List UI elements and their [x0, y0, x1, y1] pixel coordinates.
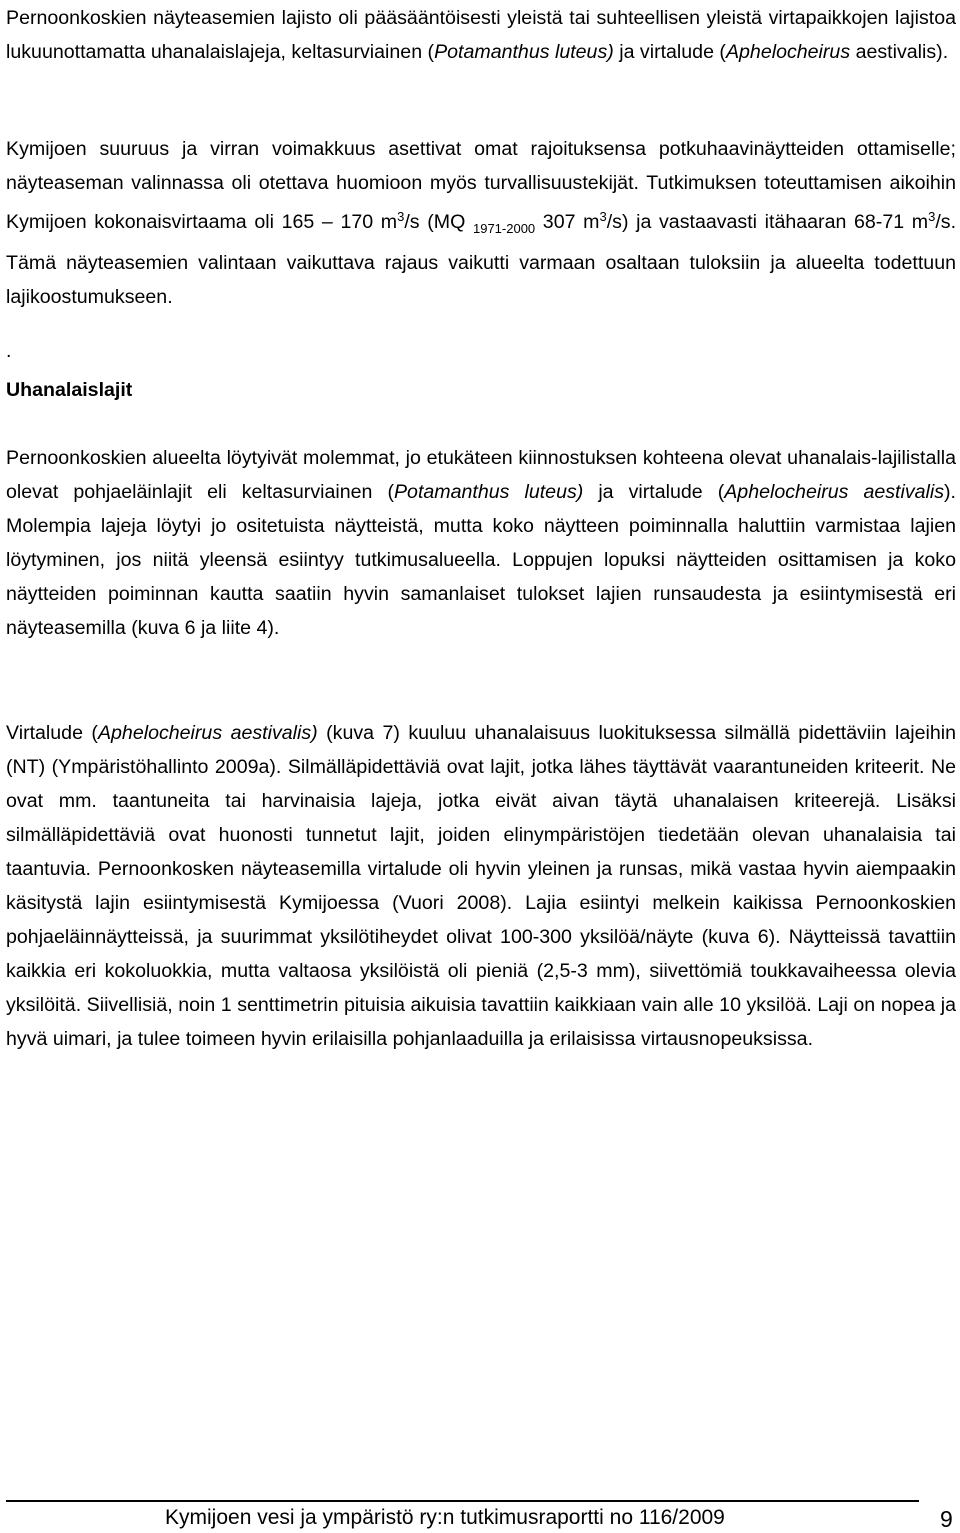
text-span: Pernoonkoskien näyteasemien lajisto oli pääsääntöisesti yleistä tai suhteellisen yleistä virtapaikkojen lajistoa lukuunottamatta uhanalaislajeja, keltasurviainen ( [6, 7, 956, 63]
species-name-italic: Aphelocheirus [725, 41, 851, 63]
superscript: 3 [928, 209, 936, 224]
text-span: /s (MQ [404, 211, 473, 233]
text-span: ja virtalude ( [583, 481, 725, 503]
text-span: aestivalis). [850, 41, 949, 63]
species-name-italic: Potamanthus luteus) [434, 41, 614, 63]
section-heading: Uhanalaislajit [6, 379, 133, 401]
paragraph-intro [6, 1, 956, 69]
text-span: 307 m [535, 211, 600, 233]
page-number: 9 [940, 1506, 953, 1532]
species-name-italic: Aphelocheirus aestivalis) [97, 722, 318, 744]
paragraph-threatened-species [6, 441, 956, 645]
text-span: Kymijoen suuruus ja virran voimakkuus asettivat omat rajoituksensa potkuhaavinäytteiden ottamiselle; näyteaseman valinnassa oli otettava huomioon myös turvallisuustekijät. Tutkimuksen toteuttamisen aikoihin Kymijoen kokonaisvirtaama oli 165 – 170 m [6, 138, 956, 233]
superscript: 3 [599, 209, 607, 224]
footer-report-title: Kymijoen vesi ja ympäristö ry:n tutkimusraportti no 116/2009 [165, 1506, 725, 1529]
text-span: Virtalude ( [6, 722, 98, 744]
subscript: 1971-2000 [472, 221, 536, 236]
text-span: /s) ja vastaavasti itähaaran 68-71 m [606, 211, 929, 233]
footer-divider [6, 1500, 919, 1502]
text-span: ). Molempia lajeja löytyi jo ositetuista näytteistä, mutta koko näytteen poiminnalla haluttiin varmistaa lajien löytyminen, jos niitä yleensä esiintyy tutkimusalueella. Loppujen lopuksi näytteiden osittamisen ja koko näytteiden poiminnan kautta saatiin hyvin samanlaiset tulokset lajien runsaudesta ja esiintymisestä eri näyteasemilla (kuva 6 ja liite 4). [6, 481, 956, 639]
text-span: (kuva 7) kuuluu uhanalaisuus luokituksessa silmällä pidettäviin lajeihin (NT) (Ympäristöhallinto 2009a). Silmälläpidettäviä ovat lajit, jotka lähes täyttävät vaarantuneiden kriteerit. Ne ovat mm. taantuneita tai harvinaisia lajeja, jotka eivät aivan täytä uhanalaisen kriteerejä. Lisäksi silmälläpidettäviä ovat huonosti tunnetut lajit, joiden elinympäristöjen tiedetään olevan uhanalaisia tai taantuvia. Pernoonkosken näyteasemilla virtalude oli hyvin yleinen ja runsas, mikä vastaa hyvin aiempaakin käsitystä lajin esiintymisestä Kymijoessa (Vuori 2008). Lajia esiintyi melkein kaikissa Pernoonkoskien pohjaeläinnäytteissä, ja suurimmat yksilötiheydet olivat 100-300 yksilöä/näyte (kuva 6). Näytteissä tavattiin kaikkia eri kokoluokkia, mutta valtaosa yksilöistä oli pieniä (2,5-3 mm), siivettömiä toukkavaiheessa olevia yksilöitä. Siivellisiä, noin 1 senttimetrin pituisia aikuisia tavattiin kaikkiaan vain alle 10 yksilöä. Laji on nopea ja hyvä uimari, ja tulee toimeen hyvin erilaisilla pohjanlaaduilla ja erilaisissa virtausnopeuksissa. [6, 722, 956, 1050]
superscript: 3 [397, 209, 405, 224]
text-span: /s. Tämä näyteasemien valintaan vaikuttava rajaus vaikutti varmaan osaltaan tuloksiin ja alueelta todettuun lajikoostumukseen. [6, 211, 957, 308]
text-span: Pernoonkoskien alueelta löytyivät molemmat, jo etukäteen kiinnostuksen kohteena olevat uhanalais-lajilistalla olevat pohjaeläinlajit eli keltasurviainen ( [6, 447, 956, 503]
text-span: ja virtalude ( [613, 41, 726, 63]
paragraph-sampling [6, 132, 956, 314]
paragraph-virtalude [6, 716, 956, 1056]
stray-period: . [6, 340, 12, 362]
species-name-italic: Potamanthus luteus) [393, 481, 584, 503]
species-name-italic: Aphelocheirus aestivalis [724, 481, 945, 503]
